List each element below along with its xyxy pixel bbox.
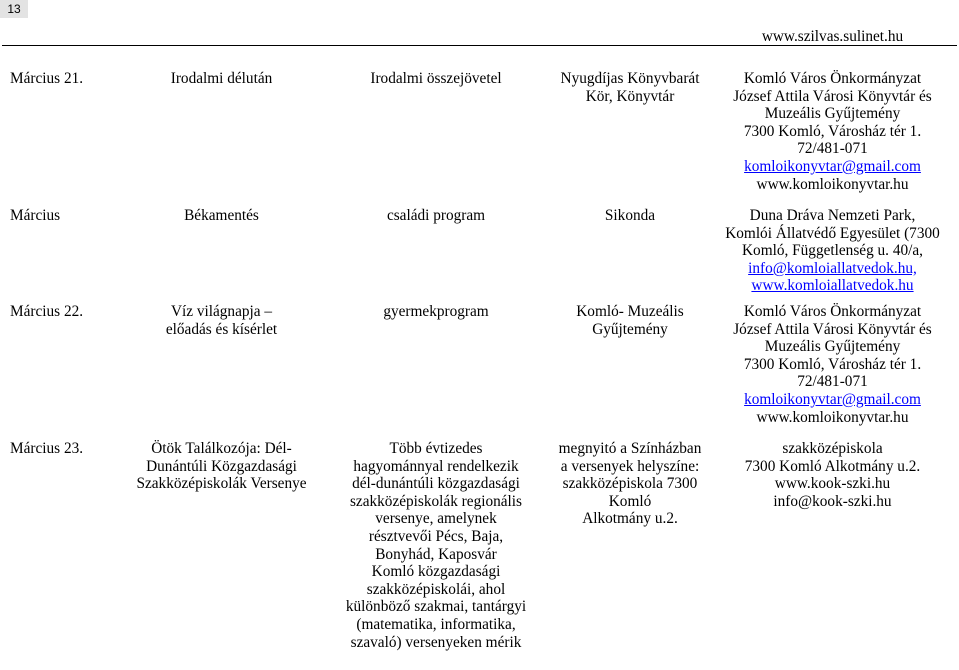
event-organizer — [706, 440, 959, 510]
event-type-line: versenye, amelynek — [375, 510, 497, 528]
event-title-line: Ötök Találkozója: Dél- — [151, 440, 292, 457]
event-title-line: Szakközépiskolák Versenye — [136, 475, 307, 493]
event-type-line: (matematika, informatika, — [356, 615, 516, 633]
org-line: József Attila Városi Könyvtár és — [733, 320, 932, 338]
org-line: www.szilvas.sulinet.hu — [761, 28, 904, 45]
event-location — [535, 207, 725, 225]
event-organizer — [706, 70, 959, 193]
org-line: Komlói Állatvédő Egyesület (7300 — [725, 224, 940, 242]
event-date: Március 21. — [10, 70, 84, 87]
event-location-line: Komló — [608, 492, 652, 510]
event-type-line: szakközépiskolák regionális — [349, 492, 523, 510]
event-date: Március 23. — [10, 440, 84, 457]
event-location-line: Sikonda — [604, 207, 656, 224]
event-location-line: Gyűjtemény — [592, 320, 668, 338]
event-type-line: Több évtizedes — [389, 440, 483, 457]
event-location — [535, 70, 725, 105]
event-location — [535, 303, 725, 338]
event-title-line: Békamentés — [184, 207, 259, 224]
org-line: Muzeális Gyűjtemény — [764, 338, 901, 356]
event-location-line: megnyitó a Színházban — [558, 440, 702, 457]
org-line: Komló Város Önkormányzat — [743, 70, 922, 87]
table-top-rule — [2, 45, 957, 46]
event-location-line: a versenyek helyszíne: — [560, 457, 700, 475]
event-location-line: Nyugdíjas Könyvbarát — [560, 70, 700, 87]
event-type-line: szavaló) versenyeken mérik — [350, 633, 522, 651]
event-type-line: szakközépiskolái, ahol — [366, 580, 506, 598]
event-type-line: Irodalmi összejövetel — [370, 70, 502, 87]
org-line: 7300 Komló, Városház tér 1. — [743, 355, 922, 373]
org-line: Komló, Függetlenség u. 40/a, — [742, 242, 923, 260]
org-line: Muzeális Gyűjtemény — [764, 105, 901, 123]
event-type-line: Komló közgazdasági — [371, 563, 501, 581]
event-type-line: különböző szakmai, tantárgyi — [345, 598, 527, 616]
org-line: Duna Dráva Nemzeti Park, — [749, 207, 916, 224]
event-type-line: résztvevői Pécs, Baja, — [368, 527, 504, 545]
org-fragment-top — [706, 28, 959, 46]
event-title-line: előadás és kísérlet — [165, 320, 278, 338]
org-link[interactable]: info@komloiallatvedok.hu, — [748, 259, 917, 277]
event-title-line: Dunántúli Közgazdasági — [146, 457, 297, 475]
event-type-line: gyermekprogram — [383, 303, 489, 320]
event-organizer — [706, 207, 959, 295]
event-title-line: Víz világnapja – — [170, 303, 273, 320]
event-title — [110, 440, 333, 493]
page-number: 13 — [0, 0, 28, 18]
org-line: 72/481-071 — [797, 140, 868, 158]
org-line: Komló Város Önkormányzat — [743, 303, 922, 320]
org-line: 7300 Komló, Városház tér 1. — [743, 122, 922, 140]
org-line: 7300 Komló Alkotmány u.2. — [744, 457, 921, 475]
org-line: 72/481-071 — [797, 373, 868, 391]
event-location-line: Kör, Könyvtár — [585, 87, 675, 105]
event-location — [535, 440, 725, 528]
event-location-line: Alkotmány u.2. — [582, 510, 678, 528]
event-location-line: Komló- Muzeális — [576, 303, 684, 320]
org-line: József Attila Városi Könyvtár és — [733, 87, 932, 105]
org-line: www.komloikonyvtar.hu — [756, 408, 909, 426]
event-type-line: dél-dunántúli közgazdasági — [352, 475, 520, 493]
org-line: info@kook-szki.hu — [773, 492, 892, 510]
org-line: www.kook-szki.hu — [774, 475, 891, 493]
event-title — [110, 303, 333, 338]
org-link[interactable]: komloikonyvtar@gmail.com — [744, 390, 921, 408]
org-link[interactable]: www.komloiallatvedok.hu — [751, 277, 914, 295]
event-type — [322, 440, 550, 651]
event-title — [110, 207, 333, 225]
event-type-line: Bonyhád, Kaposvár — [375, 545, 497, 563]
org-link[interactable]: komloikonyvtar@gmail.com — [744, 157, 921, 175]
org-line: szakközépiskola — [782, 440, 883, 457]
event-date: Március 22. — [10, 303, 84, 320]
event-title — [110, 70, 333, 88]
org-line: www.komloikonyvtar.hu — [756, 175, 909, 193]
event-date: Március — [10, 207, 61, 224]
event-organizer — [706, 303, 959, 426]
event-type — [322, 303, 550, 321]
event-type — [322, 70, 550, 88]
event-type-line: családi program — [386, 207, 486, 224]
event-location-line: szakközépiskola 7300 — [562, 475, 698, 493]
event-title-line: Irodalmi délután — [170, 70, 273, 87]
event-type-line: hagyománnyal rendelkezik — [353, 457, 519, 475]
event-type — [322, 207, 550, 225]
